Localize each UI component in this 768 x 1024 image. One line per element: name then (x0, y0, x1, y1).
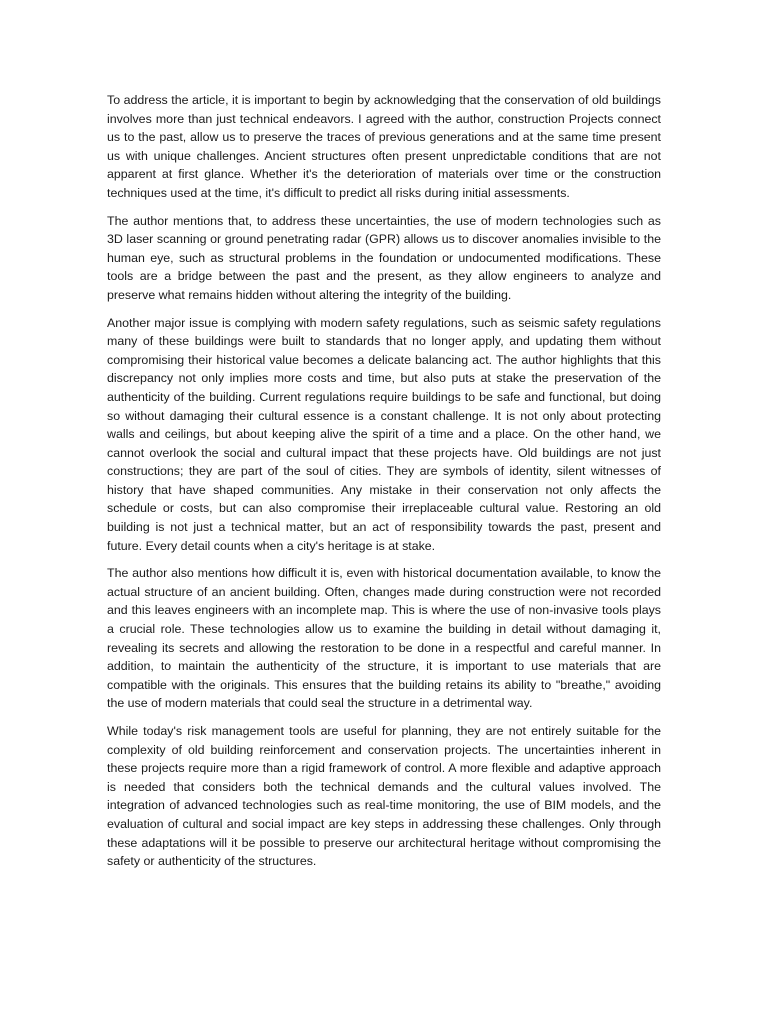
paragraph-2: The author mentions that, to address these uncertainties, the use of modern technologies such as 3D laser scanning or ground penetrating radar (GPR) allows us to discover anomalies invisible to the human eye, such as structural problems in the foundation or undocumented modifications. These tools are a bridge between the past and the present, as they allow engineers to analyze and preserve what remains hidden without altering the integrity of the building. (107, 213, 661, 302)
paragraph-5: While today's risk management tools are useful for planning, they are not entirely suitable for the complexity of old building reinforcement and conservation projects. The uncertainties inherent in these projects require more than a rigid framework of control. A more flexible and adaptive approach is needed that considers both the technical demands and the cultural values involved. The integration of advanced technologies such as real-time monitoring, the use of BIM models, and the evaluation of cultural and social impact are key steps in addressing these challenges. Only through these adaptations will it be possible to preserve our architectural heritage without compromising the safety or authenticity of the structures. (107, 724, 661, 869)
paragraph-3: Another major issue is complying with modern safety regulations, such as seismic safety regulations many of these buildings were built to standards that no longer apply, and updating them without compromising their historical value becomes a delicate balancing act. The author highlights that this discrepancy not only implies more costs and time, but also puts at stake the preservation of the authenticity of the building. Current regulations require buildings to be safe and functional, but doing so without damaging their cultural essence is a constant challenge. It is not only about protecting walls and ceilings, but about keeping alive the spirit of a time and a place. On the other hand, we cannot overlook the social and cultural impact that these projects have. Old buildings are not just constructions; they are part of the soul of cities. They are symbols of identity, silent witnesses of history that have shaped communities. Any mistake in their conservation not only affects the schedule or costs, but can also compromise their irreplaceable cultural value. Restoring an old building is not just a technical matter, but an act of responsibility towards the past, present and future. Every detail counts when a city's heritage is at stake. (107, 315, 661, 553)
paragraph-1: To address the article, it is important to begin by acknowledging that the conservation of old buildings involves more than just technical endeavors. I agreed with the author, construction Projects connect us to the past, allow us to preserve the traces of previous generations and at the same time present us with unique challenges. Ancient structures often present unpredictable conditions that are not apparent at first glance. Whether it's the deterioration of materials over time or the construction techniques used at the time, it's difficult to predict all risks during initial assessments. (107, 93, 661, 200)
document-body (107, 91, 661, 880)
paragraph-4: The author also mentions how difficult it is, even with historical documentation available, to know the actual structure of an ancient building. Often, changes made during construction were not recorded and this leaves engineers with an incomplete map. This is where the use of non-invasive tools plays a crucial role. These technologies allow us to examine the building in detail without damaging it, revealing its secrets and allowing the restoration to be done in a respectful and careful manner. In addition, to maintain the authenticity of the structure, it is important to use materials that are compatible with the originals. This ensures that the building retains its ability to "breathe," avoiding the use of modern materials that could seal the structure in a detrimental way. (107, 566, 661, 711)
